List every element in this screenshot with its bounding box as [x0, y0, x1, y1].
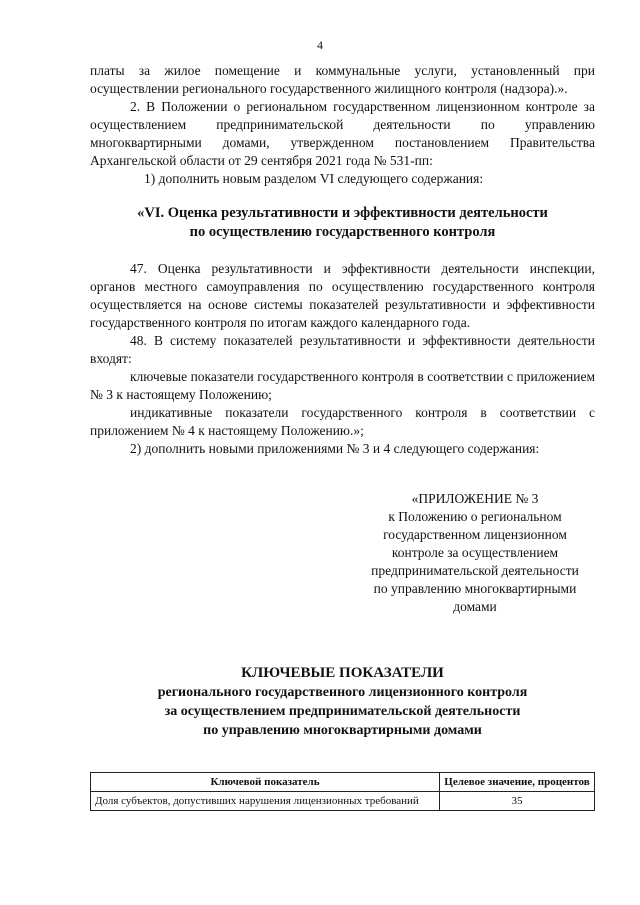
appendix-line: к Положению о региональном: [388, 509, 562, 524]
paragraph-subitem-1: 1) дополнить новым разделом VI следующего содержания:: [144, 171, 484, 186]
section-heading-line1: «VI. Оценка результативности и эффективности деятельности: [137, 205, 548, 221]
table-cell-indicator: Доля субъектов, допустивших нарушения лицензионных требований: [91, 792, 440, 811]
table-header-indicator: Ключевой показатель: [91, 773, 440, 792]
appendix-header: [355, 490, 595, 616]
key-indicators-heading: [90, 664, 595, 740]
paragraph-subitem-2: 2) дополнить новыми приложениями № 3 и 4 следующего содержания:: [130, 441, 540, 456]
section-heading: [90, 204, 595, 242]
section-heading-line2: по осуществлению государственного контроля: [189, 224, 496, 240]
table-row: [91, 792, 595, 811]
page-number: 4: [317, 38, 323, 52]
key-indicators-title: КЛЮЧЕВЫЕ ПОКАЗАТЕЛИ: [241, 665, 444, 681]
list-item-key-indicators: ключевые показатели государственного контроля в соответствии с приложением № 3 к настоящему Положению;: [90, 369, 595, 402]
appendix-line: предпринимательской деятельности: [371, 563, 579, 578]
key-indicators-subtitle-line: за осуществлением предпринимательской деятельности: [164, 704, 521, 719]
table-header-target: Целевое значение, процентов: [440, 773, 595, 792]
list-item-indicative-indicators: индикативные показатели государственного контроля в соответствии с приложением № 4 к настоящему Положению.»;: [90, 405, 595, 438]
appendix-line: домами: [453, 599, 497, 614]
document-body: [90, 62, 595, 811]
paragraph-item-2: 2. В Положении о региональном государственном лицензионном контроле за осуществлением предпринимательской деятельности по управлению многоквартирными домами, утвержденном постановлением Правительства Архангельской области от 29 сентября 2021 года № 531-пп:: [90, 99, 595, 168]
paragraph-47: 47. Оценка результативности и эффективности деятельности инспекции, органов местного самоуправления по осуществлению государственного контроля осуществляется на основе системы показателей результативности и эффективности государственного контроля по итогам каждого календарного года.: [90, 261, 595, 330]
key-indicators-table: [90, 772, 595, 811]
key-indicators-subtitle-line: регионального государственного лицензионного контроля: [157, 685, 528, 700]
table-header-row: [91, 773, 595, 792]
paragraph-48: 48. В систему показателей результативности и эффективности деятельности входят:: [90, 333, 595, 366]
table-cell-target: 35: [440, 792, 595, 811]
appendix-line: по управлению многоквартирными: [373, 581, 577, 596]
key-indicators-subtitle-line: по управлению многоквартирными домами: [203, 723, 482, 738]
appendix-line: «ПРИЛОЖЕНИЕ № 3: [411, 491, 539, 506]
appendix-line: государственном лицензионном: [383, 527, 567, 542]
appendix-line: контроле за осуществлением: [391, 545, 559, 560]
paragraph-intro: платы за жилое помещение и коммунальные услуги, установленный при осуществлении регионального государственного жилищного контроля (надзора).».: [90, 63, 595, 96]
